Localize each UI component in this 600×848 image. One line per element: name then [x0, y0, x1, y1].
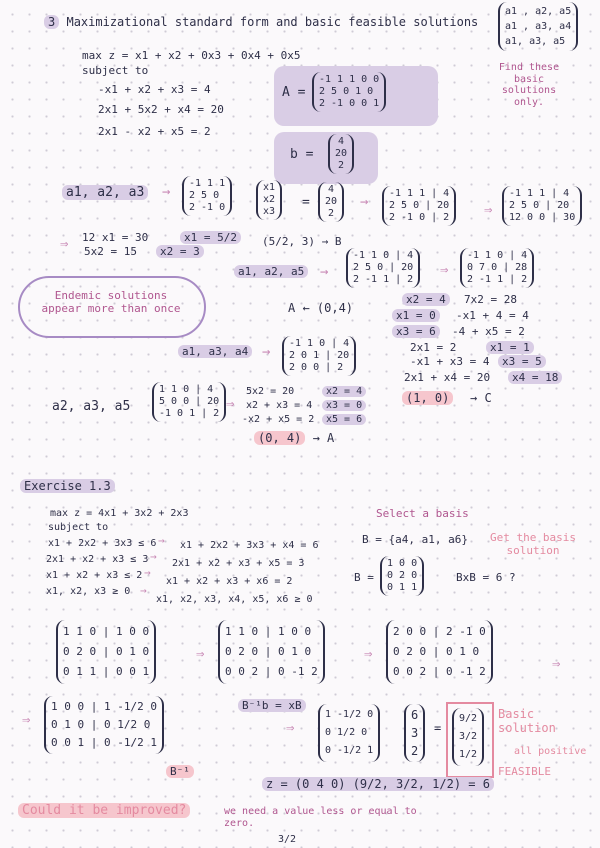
vector-entry: 20	[325, 196, 338, 207]
matrix-row: 2 5 0	[189, 190, 220, 201]
arrow-icon: ⇒	[484, 202, 493, 218]
gauss-matrix-4	[44, 696, 164, 754]
step-2-a3	[392, 326, 440, 339]
select-basis: Select a basis	[376, 507, 469, 520]
gauss-matrix-1	[56, 620, 156, 684]
ex-c4: x1, x2, x3 ≥ 0	[46, 586, 131, 597]
gauss-matrix-2	[218, 620, 325, 684]
section-title: Maximizational standard form and basic feasible solutions	[66, 15, 479, 29]
matrix-m1	[182, 176, 232, 216]
vector-b	[404, 704, 425, 762]
result-value: x1 = 5/2	[180, 231, 241, 244]
matrix-row: -1 1 0 | 4	[353, 250, 414, 261]
basis-a1a3a4	[178, 346, 252, 359]
matrix-row: 1 -1/2 0	[325, 709, 374, 720]
vector-entry: 6	[411, 708, 419, 722]
xb-result	[452, 708, 484, 766]
result-value: x3 = 5	[498, 355, 546, 368]
arrow-icon: →	[158, 534, 165, 547]
matrix-b	[380, 556, 424, 596]
matrix-row: 5 0 0 | 20	[159, 396, 220, 407]
vector-b-label: b =	[290, 147, 314, 162]
binv-b-eq	[238, 700, 306, 713]
vector-entry: 20	[335, 148, 348, 159]
step-3-a2: -x1 + x3 = 4	[410, 355, 490, 368]
binv-label	[166, 766, 194, 779]
basis-a2a3a5: a2, a3, a5	[52, 399, 131, 414]
point-value: (1, 0)	[402, 391, 453, 405]
matrix-row: 2 0 0 | 2	[289, 362, 344, 373]
matrix-row: -1 1 1 | 4	[509, 188, 570, 199]
vector-entry: 9/2	[459, 713, 478, 724]
matrix-row: 0 2 0 | 0 1 0	[225, 645, 312, 658]
vector-entry: 4	[328, 184, 335, 195]
ex-c2: 2x1 + x2 + x3 ≤ 3	[46, 554, 149, 565]
ex-c1-std: x1 + 2x2 + 3x3 + x4 = 6	[180, 540, 319, 551]
bases-item: a1, a3, a5	[505, 36, 566, 47]
matrix-row: 2 -1 1 | 2	[353, 274, 414, 285]
improve-question	[18, 804, 190, 819]
matrix-row: -1 0 1 | 2	[159, 408, 220, 419]
result-value: x3 = 6	[392, 325, 440, 338]
step-3-b2	[498, 356, 546, 369]
result-value: x2 = 4	[322, 386, 366, 397]
vector-entry: x2	[263, 194, 276, 205]
matrix-row: 2 5 0 | 20	[389, 200, 450, 211]
vector-entry: 4	[338, 136, 345, 147]
matrix-row: 2 -1 0	[189, 202, 226, 213]
matrix-row: 0 2 0	[387, 570, 418, 581]
step-2-b3: -4 + x5 = 2	[452, 325, 525, 338]
result-value: x1 = 1	[486, 341, 534, 354]
result-value: x3 = 0	[322, 400, 366, 411]
ex-objective: max z = 4x1 + 3x2 + 2x3	[50, 508, 189, 519]
matrix-b-label: B =	[354, 571, 374, 584]
arrow-icon: ⇒	[364, 646, 373, 662]
point-a2	[254, 432, 334, 446]
matrix-row: 2 -1 0 0 1	[319, 98, 380, 109]
step-4-a3: -x2 + x5 = 2	[242, 414, 315, 425]
matrix-row: 2 0 0 | 2 -1 0	[393, 625, 486, 638]
point-c	[402, 392, 453, 406]
matrix-a	[312, 72, 386, 112]
arrow-icon: →	[140, 584, 147, 597]
vector-entry: 2	[328, 208, 335, 219]
vector-entry: 3	[411, 726, 419, 740]
step-4-b3	[322, 414, 366, 426]
exercise-title-text: Exercise 1.3	[20, 479, 115, 493]
matrix-row: 1 1 0 | 1 0 0	[63, 625, 150, 638]
matrix-row: -1 1 0 | 4	[467, 250, 528, 261]
step-2-b2: -x1 + 4 = 4	[456, 309, 529, 322]
vector-entry: 1/2	[459, 749, 478, 760]
matrix-row: 0 1/2 0	[325, 727, 368, 738]
equals-sign: =	[302, 195, 310, 210]
matrix-row: -1 1 1 0 0	[319, 74, 380, 85]
arrow-icon: ⇒	[226, 396, 235, 412]
find-note: Find these basic solutions only.	[498, 62, 560, 108]
z-text: z = (0 4 0) (9/2, 3/2, 1/2) = 6	[262, 777, 494, 791]
matrix-row: 12 0 0 | 30	[509, 212, 576, 223]
basis-a1a2a5	[234, 266, 308, 279]
point-a: A ← (0,4)	[288, 301, 354, 315]
exercise-title	[20, 480, 115, 494]
step-4-a2: x2 + x3 = 4	[246, 400, 313, 411]
question-text: Could it be improved?	[18, 803, 190, 818]
constraint-3: 2x1 - x2 + x5 = 2	[98, 125, 211, 138]
step-3-b1	[486, 342, 534, 355]
ex-c2-std: 2x1 + x2 + x3 + x5 = 3	[172, 558, 305, 569]
ex-c1: x1 + 2x2 + 3x3 ≤ 6	[48, 538, 157, 549]
basis-a1a2a3	[62, 186, 148, 201]
matrix-row: 0 2 0 | 0 1 0	[393, 645, 480, 658]
objective: max z = x1 + x2 + 0x3 + 0x4 + 0x5	[82, 49, 301, 62]
matrix-aug2	[460, 248, 534, 288]
arrow-icon: →	[150, 550, 157, 563]
z-value	[262, 778, 494, 792]
vector-entry: x3	[263, 206, 276, 217]
get-basis-note: Get the basis solution	[489, 531, 577, 557]
matrix-row: 1 0 0 | 1 -1/2 0	[51, 700, 157, 713]
matrix-row: 1 0 0	[387, 558, 418, 569]
matrix-row: 0 1 1 | 0 0 1	[63, 665, 150, 678]
step-3-b3	[508, 372, 562, 385]
matrix-row: 2 5 0 | 20	[353, 262, 414, 273]
arrow-icon: ⇒	[286, 720, 295, 736]
matrix-aug2	[502, 186, 582, 226]
matrix-aug	[152, 382, 226, 422]
matrix-row: 1 1 0 | 4	[159, 384, 214, 395]
matrix-row: 0 -1/2 1	[325, 745, 374, 756]
matrix-aug1	[346, 248, 420, 288]
basis-label: a1, a2, a5	[234, 265, 308, 278]
matrix-aug	[282, 336, 356, 376]
step-2-b1: 7x2 = 28	[464, 293, 517, 306]
eq-text: B⁻¹b = xB	[238, 699, 306, 712]
binv-text: B⁻¹	[166, 765, 194, 778]
arrow-icon: →	[162, 184, 171, 200]
arrow-icon: ⇒	[552, 656, 561, 672]
step-result-2	[156, 246, 204, 259]
matrix-aug1	[382, 186, 456, 226]
point-c-label: → C	[470, 391, 492, 405]
point-b: (5/2, 3) → B	[262, 235, 342, 248]
matrix-row: 0 0 1 | 0 -1/2 1	[51, 736, 157, 749]
arrow-icon: →	[320, 264, 329, 280]
step-line-2: 5x2 = 15	[84, 245, 137, 258]
matrix-row: 0 0 2 | 0 -1 2	[393, 665, 486, 678]
matrix-row: 2 -1 0 | 2	[389, 212, 450, 223]
ex-c3-std: x1 + x2 + x3 + x6 = 2	[166, 576, 293, 587]
step-4-b2	[322, 400, 366, 412]
vector-b	[328, 134, 354, 174]
matrix-row: -1 1 1	[189, 178, 226, 189]
step-2-a1	[402, 294, 450, 307]
binv-matrix	[318, 704, 380, 762]
bases-list	[498, 2, 578, 51]
basis-label: a1, a3, a4	[178, 345, 252, 358]
matrix-row: -1 1 0 | 4	[289, 338, 350, 349]
ex-subject-to: subject to	[48, 522, 109, 533]
arrow-icon: ⇒	[22, 712, 31, 728]
bxb-question: BxB = 6 ?	[456, 571, 516, 584]
step-result-1	[180, 232, 241, 245]
arrow-icon: →	[360, 194, 369, 210]
step-line-1: 12 x1 = 30	[82, 231, 149, 244]
arrow-icon: ⇒	[440, 262, 449, 278]
step-3-a3: 2x1 + x4 = 20	[404, 371, 491, 384]
matrix-a-label: A =	[282, 85, 306, 100]
arrow-icon: →	[262, 344, 271, 360]
constraint-2: 2x1 + 5x2 + x4 = 20	[98, 103, 224, 116]
matrix-row: 0 1 1	[387, 582, 418, 593]
matrix-row: -1 1 1 | 4	[389, 188, 450, 199]
result-value: x4 = 18	[508, 371, 562, 384]
matrix-row: 2 5 0 | 20	[509, 200, 570, 211]
feasible-label: FEASIBLE	[498, 765, 551, 778]
matrix-row: 2 0 1 | 20	[289, 350, 350, 361]
bases-item: a1 , a3, a4	[505, 21, 572, 32]
vector-rhs	[318, 182, 344, 222]
bases-item: a1 , a2, a5	[505, 6, 572, 17]
arrow-icon: ⇒	[196, 646, 205, 662]
vector-entry: x1	[263, 182, 276, 193]
arrow-icon: →	[144, 566, 151, 579]
equals-sign: =	[434, 721, 442, 735]
basic-solution-note: Basic solution	[498, 707, 556, 735]
result-value: x5 = 6	[322, 414, 366, 425]
step-3-a1: 2x1 = 2	[410, 341, 457, 354]
basis-label: a1, a2, a3	[62, 185, 148, 200]
all-positive-note: all positive	[514, 746, 587, 757]
section-number: 3	[44, 15, 59, 29]
cloud-text: Endemic solutions appear more than once	[41, 289, 181, 315]
result-value: x2 = 4	[402, 293, 450, 306]
matrix-row: 1 1 0 | 1 0 0	[225, 625, 312, 638]
step-2-a2	[392, 310, 440, 323]
vector-entry: 3/2	[459, 731, 478, 742]
vector-entry: 2	[338, 160, 345, 171]
vector-x	[256, 180, 282, 220]
ex-c3: x1 + x2 + x3 ≤ 2	[46, 570, 143, 581]
vector-entry: 2	[411, 744, 419, 758]
arrow-icon: ⇒	[60, 236, 69, 252]
matrix-row: 0 7 0 | 28	[467, 262, 528, 273]
bottom-fragment: 3/2	[278, 834, 297, 845]
gauss-matrix-3	[386, 620, 493, 684]
matrix-row: 2 5 0 1 0	[319, 86, 374, 97]
subject-to: subject to	[82, 64, 149, 77]
result-value: x1 = 0	[392, 309, 440, 322]
matrix-row: 0 0 2 | 0 -1 2	[225, 665, 318, 678]
matrix-row: 0 1 0 | 0 1/2 0	[51, 718, 151, 731]
improve-note: we need a value less or equal to zero.	[224, 806, 417, 829]
matrix-row: 2 -1 1 | 2	[467, 274, 528, 285]
point-label: → A	[312, 431, 335, 445]
step-4-a1: 5x2 = 20	[246, 386, 295, 397]
step-4-b1	[322, 386, 366, 398]
section-header	[44, 16, 478, 30]
point-value: (0, 4)	[254, 431, 305, 445]
ex-c4-std: x1, x2, x3, x4, x5, x6 ≥ 0	[156, 594, 313, 605]
matrix-row: 0 2 0 | 0 1 0	[63, 645, 150, 658]
result-value: x2 = 3	[156, 245, 204, 258]
basis-set: B = {a4, a1, a6}	[362, 533, 468, 546]
constraint-1: -x1 + x2 + x3 = 4	[98, 83, 211, 96]
